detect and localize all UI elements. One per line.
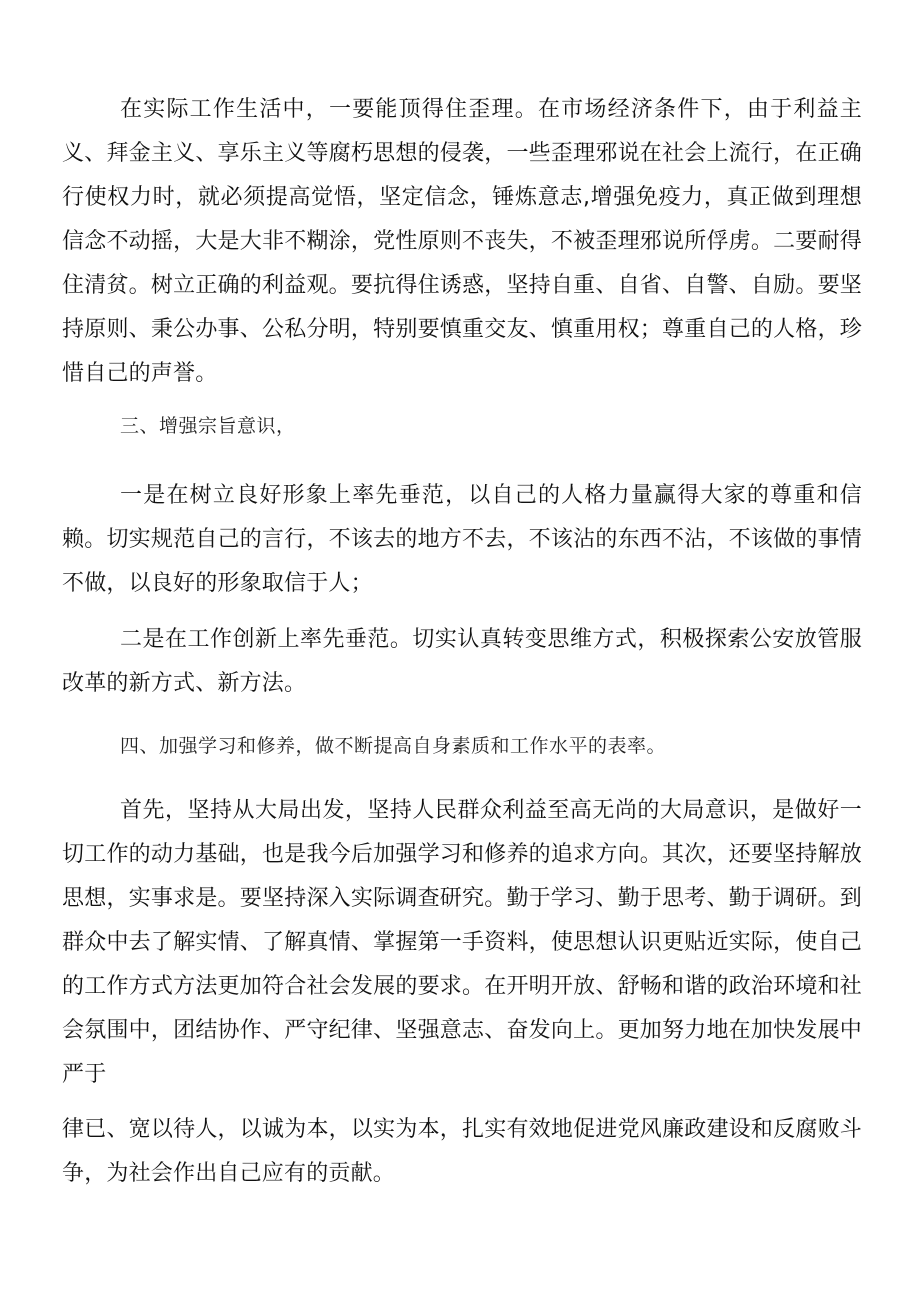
body-paragraph: 首先，坚持从大局出发，坚持人民群众利益至高无尚的大局意识，是做好一切工作的动力基础，也是我今后加强学习和修养的追求方向。其次，还要坚持解放思想，实事求是。要坚持深入实际调查研究。勤于学习、勤于思考、勤于调研。到群众中去了解实情、了解真情、掌握第一手资料，使思想认识更贴近实际，使自己的工作方式方法更加符合社会发展的要求。在开明开放、舒畅和谐的政治环境和社会氛围中，团结协作、严守纪律、坚强意志、奋发向上。更加努力地在加快发展中严于	[62, 798, 862, 1087]
body-paragraph-continued: 律已、宽以待人，以诚为本，以实为本，扎实有效地促进党风廉政建设和反腐败斗争，为社会作出自己应有的贡献。	[62, 1117, 862, 1186]
section-heading-4: 四、加强学习和修养，做不断提高自身素质和工作水平的表率。	[120, 735, 667, 757]
section-heading-3: 三、增强宗旨意识，	[120, 415, 296, 437]
body-paragraph: 在实际工作生活中，一要能顶得住歪理。在市场经济条件下，由于利益主义、拜金主义、享乐主义等腐朽思想的侵袭，一些歪理邪说在社会上流行，在正确行使权力时，就必须提高觉悟，坚定信念，锤炼意志,增强免疫力，真正做到理想信念不动摇，大是大非不糊涂，党性原则不丧失，不被歪理邪说所俘虏。二要耐得住清贫。树立正确的利益观。要抗得住诱惑，坚持自重、自省、自警、自励。要坚持原则、秉公办事、公私分明，特别要慎重交友、慎重用权；尊重自己的人格，珍惜自己的声誉。	[62, 97, 862, 386]
body-paragraph: 一是在树立良好形象上率先垂范，以自己的人格力量赢得大家的尊重和信赖。切实规范自己的言行，不该去的地方不去，不该沾的东西不沾，不该做的事情不做，以良好的形象取信于人；	[62, 483, 862, 596]
body-paragraph: 二是在工作创新上率先垂范。切实认真转变思维方式，积极探索公安放管服改革的新方式、新方法。	[62, 627, 862, 696]
